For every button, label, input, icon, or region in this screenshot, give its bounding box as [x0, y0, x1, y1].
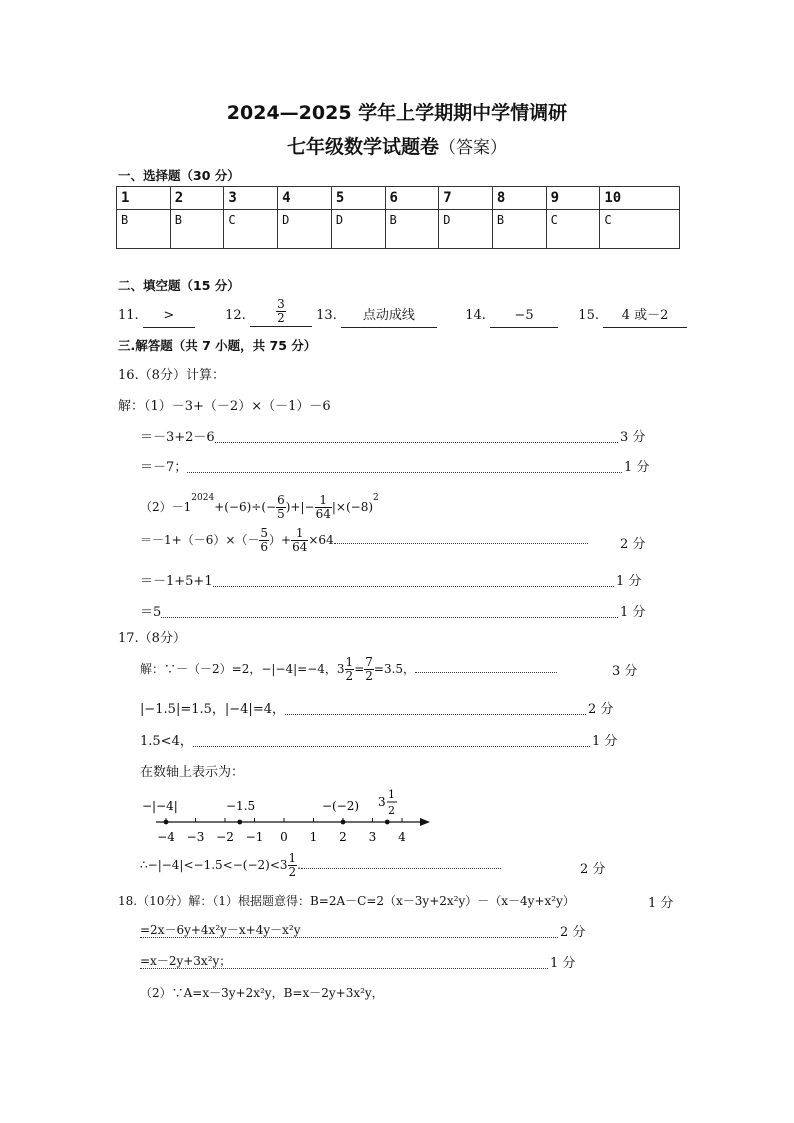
axis-point: [164, 820, 169, 825]
q17-fraction-conclusion: $\frac{1}{2}$: [288, 851, 297, 879]
q17-line2: |−1.5|=1.5，|−4|=4，: [140, 698, 586, 715]
answer-cell: C: [224, 210, 278, 249]
subtitle-suffix: （答案）: [439, 138, 507, 158]
axis-tick-label: −3: [186, 830, 205, 844]
q18-line4: （2）∵A=x－3y+2x²y，B=x－2y+3x²y，: [140, 986, 384, 1000]
answer-number: 6: [385, 187, 439, 210]
q12-answer: [250, 297, 312, 329]
axis-top-label-mixed-whole: 3: [378, 795, 386, 809]
q16-line5: ＝－1+（－6）×（－ $\frac{5}{6}$ ）+ $\frac{1}{64}$ ×64: [140, 524, 618, 556]
axis-tick-label: −4: [157, 830, 175, 844]
answer-number: 8: [492, 187, 546, 210]
q13-answer: 点动成线: [341, 305, 437, 328]
answer-number: 7: [439, 187, 493, 210]
answer-number: 10: [600, 187, 680, 210]
axis-tick-label: 2: [339, 830, 347, 844]
axis-point: [237, 820, 242, 825]
subtitle-main: 七年级数学试题卷: [286, 136, 439, 158]
q16-line2: ＝－3+2－6: [140, 426, 618, 443]
axis-point: [385, 820, 390, 825]
q16-head: 16.（8分）计算：: [118, 368, 225, 383]
q11-answer: >: [143, 305, 195, 328]
axis-tick-label: 1: [309, 830, 318, 844]
q16-line4: $(2)-1^{2024}+(-6)\div(-$ $\frac{6}{5}$ )+|− $\frac{1}{64}$ $|\times(-8)^2$: [140, 493, 379, 521]
answer-number: 4: [278, 187, 332, 210]
number-line: [136, 784, 436, 852]
q16-line6: ＝－1+5+1: [140, 570, 614, 587]
fill-in-row: [118, 297, 687, 332]
answer-cell: D: [439, 210, 493, 249]
q14-answer: −5: [490, 305, 558, 328]
q15-label: 15.: [578, 308, 599, 323]
q15-answer: 4 或－2: [603, 305, 687, 328]
q17-line1-score: 3 分: [612, 664, 638, 679]
axis-top-label: −|−4|: [142, 799, 178, 813]
axis-point: [341, 820, 346, 825]
q12-fraction: $\frac{3}{2}$: [277, 297, 285, 325]
answer-number: 5: [331, 187, 385, 210]
answer-number: 1: [117, 187, 171, 210]
q16-line2-score: 3 分: [620, 430, 646, 445]
answer-number: 3: [224, 187, 278, 210]
q16-line7: ＝5: [140, 601, 618, 618]
q17-line2-score: 2 分: [588, 702, 614, 717]
q16-fraction-1-64b: $\frac{1}{64}$: [292, 526, 308, 554]
answer-table: [116, 186, 680, 249]
q17-line3: 1.5<4，: [140, 730, 590, 747]
section1-heading: 一、选择题（30 分）: [118, 168, 240, 183]
answer-cell: B: [117, 210, 171, 249]
q18-line1: 18.（10分）解：（1）根据题意得：B=2A－C=2（x－3y+2x²y）－（x－4y+x²y）: [118, 894, 575, 908]
axis-tick-label: 4: [398, 830, 406, 844]
answer-cell: B: [492, 210, 546, 249]
answer-cell: B: [170, 210, 224, 249]
answer-cell: B: [385, 210, 439, 249]
answer-number: 2: [170, 187, 224, 210]
answer-cell: C: [546, 210, 600, 249]
answer-table-number-row: [117, 187, 680, 210]
q17-fraction-7-2: $\frac{7}{2}$: [365, 655, 373, 683]
q16-fraction-1-64: $\frac{1}{64}$: [315, 493, 331, 521]
axis-tick-label: −2: [216, 830, 234, 844]
q18-line3-score: 1 分: [550, 956, 576, 971]
answer-number: 9: [546, 187, 600, 210]
q16-line1: 解：（1）－3+（－2）×（－1）－6: [118, 399, 331, 414]
axis-top-label-mixed-num: 1: [388, 788, 395, 801]
q17-line1: 解：∵－（－2）=2，−|−4|=−4，3 $\frac{1}{2}$ = $\frac{7}{2}$ =3.5，: [140, 654, 557, 684]
answer-cell: C: [600, 210, 680, 249]
axis-arrow: [420, 818, 430, 826]
axis-tick-label: −1: [245, 830, 264, 844]
answer-table-answer-row: [117, 210, 680, 249]
axis-tick-label: 3: [368, 830, 377, 844]
q17-line5: ∴−|−4|<−1.5<−(−2)<3 $\frac{1}{2}$ .: [140, 850, 501, 880]
q11-label: 11.: [118, 308, 139, 323]
axis-top-label-mixed-den: 2: [388, 804, 395, 817]
q18-line2-score: 2 分: [560, 925, 586, 940]
axis-top-label: −1.5: [226, 799, 256, 813]
section3-heading: 三.解答题（共 7 小题，共 75 分）: [118, 338, 317, 353]
q17-line3-score: 1 分: [592, 734, 618, 749]
q16-line3-score: 1 分: [624, 460, 650, 475]
section2-heading: 二、填空题（15 分）: [118, 278, 240, 293]
q16-line7-score: 1 分: [620, 605, 646, 620]
q18-line2: =2x－6y+4x²y－x+4y－x²y: [140, 921, 558, 938]
q12-label: 12.: [225, 308, 246, 323]
q16-line6-score: 1 分: [616, 574, 642, 589]
q16-line3: ＝－7；: [140, 456, 622, 473]
answer-cell: D: [278, 210, 332, 249]
q17-line4: 在数轴上表示为：: [140, 765, 245, 780]
axis-top-label: −(−2): [322, 799, 360, 813]
answer-cell: D: [331, 210, 385, 249]
q17-head: 17.（8分）: [118, 631, 186, 646]
q16-fraction-5-6: $\frac{5}{6}$: [260, 526, 269, 554]
q18-line3: =x－2y+3x²y；: [140, 952, 548, 969]
q14-label: 14.: [465, 308, 486, 323]
q17-fraction-1-2: $\frac{1}{2}$: [345, 655, 354, 683]
q18-line1-score: 1 分: [648, 896, 674, 911]
page-title: 2024—2025 学年上学期期中学情调研: [226, 102, 568, 124]
q17-line5-score: 2 分: [580, 862, 606, 877]
q16-fraction-6-5: $\frac{6}{5}$: [277, 493, 285, 521]
q13-label: 13.: [316, 308, 337, 323]
q16-line5-score: 2 分: [620, 537, 646, 552]
axis-tick-label: 0: [280, 830, 288, 844]
page-subtitle: [0, 132, 794, 159]
